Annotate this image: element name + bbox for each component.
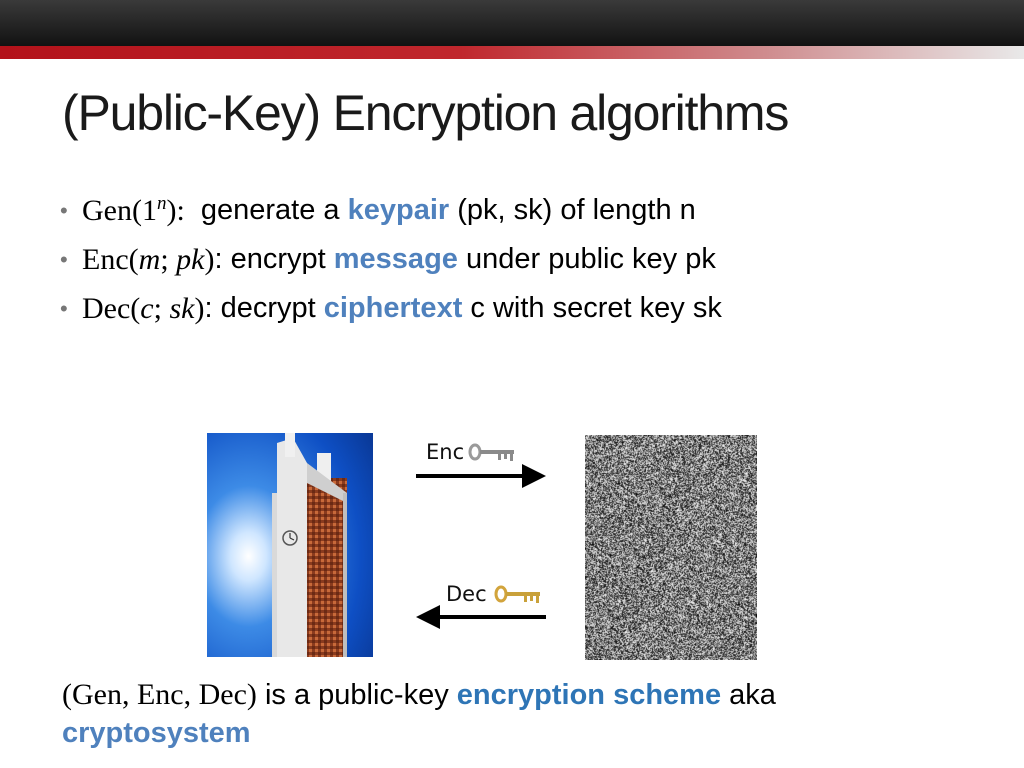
math-gen — [82, 193, 185, 228]
bullet-dot: • — [60, 246, 68, 272]
bullet-text-after: c with secret key sk — [462, 292, 722, 324]
math-arg: sk — [169, 291, 195, 325]
math-close: ) — [194, 291, 205, 325]
math-fn-name: Dec — [82, 291, 131, 325]
footer-highlight: encryption scheme — [456, 679, 722, 711]
math-open: (1 — [131, 194, 157, 227]
secret-key-icon — [494, 585, 542, 605]
footer-body: is a public-key — [256, 679, 457, 711]
math-sep: ; — [153, 291, 170, 325]
bullet-dec — [60, 284, 722, 333]
bullet-highlight: keypair — [347, 194, 450, 226]
bullet-enc — [60, 235, 722, 284]
math-fn-name: Gen — [82, 194, 132, 227]
public-key-icon — [468, 443, 516, 463]
math-enc — [82, 243, 214, 277]
ciphertext-noise-image — [585, 435, 757, 660]
slide-title: (Public-Key) Encryption algorithms — [62, 85, 789, 141]
math-dec — [82, 292, 204, 326]
top-dark-bar — [0, 0, 1024, 48]
red-accent-bar — [0, 46, 1024, 59]
math-arg: c — [140, 291, 154, 325]
bullet-text: : encrypt — [214, 243, 334, 275]
math-sup: n — [156, 193, 167, 214]
enc-label: Enc — [426, 440, 465, 464]
encrypt-arrow — [414, 462, 548, 490]
math-open: ( — [128, 242, 139, 276]
math-arg: m — [138, 242, 161, 276]
math-arg: pk — [176, 242, 205, 276]
footer-math: (Gen, Enc, Dec) — [62, 678, 257, 711]
footer-after: aka — [721, 679, 776, 711]
bullet-highlight: ciphertext — [323, 292, 463, 324]
bullet-text-after: (pk, sk) of length n — [449, 194, 696, 226]
decrypt-arrow — [414, 603, 548, 631]
bullet-text-after: under public key pk — [457, 243, 716, 275]
dec-label: Dec — [446, 582, 487, 606]
footer-text — [62, 676, 962, 752]
math-close: ) — [204, 242, 215, 276]
math-close: ): — [166, 194, 185, 227]
math-sep: ; — [160, 242, 177, 276]
clock-tower-image — [207, 433, 373, 657]
bullet-dot: • — [60, 197, 68, 223]
bullet-dot: • — [60, 295, 68, 321]
bullet-text: : decrypt — [204, 292, 324, 324]
math-open: ( — [130, 291, 141, 325]
bullet-gen — [60, 186, 722, 235]
bullet-highlight: message — [333, 243, 458, 275]
bullet-list — [60, 186, 722, 333]
math-fn-name: Enc — [82, 242, 129, 276]
bullet-text: generate a — [192, 194, 348, 226]
footer-cryptosystem: cryptosystem — [62, 717, 251, 749]
